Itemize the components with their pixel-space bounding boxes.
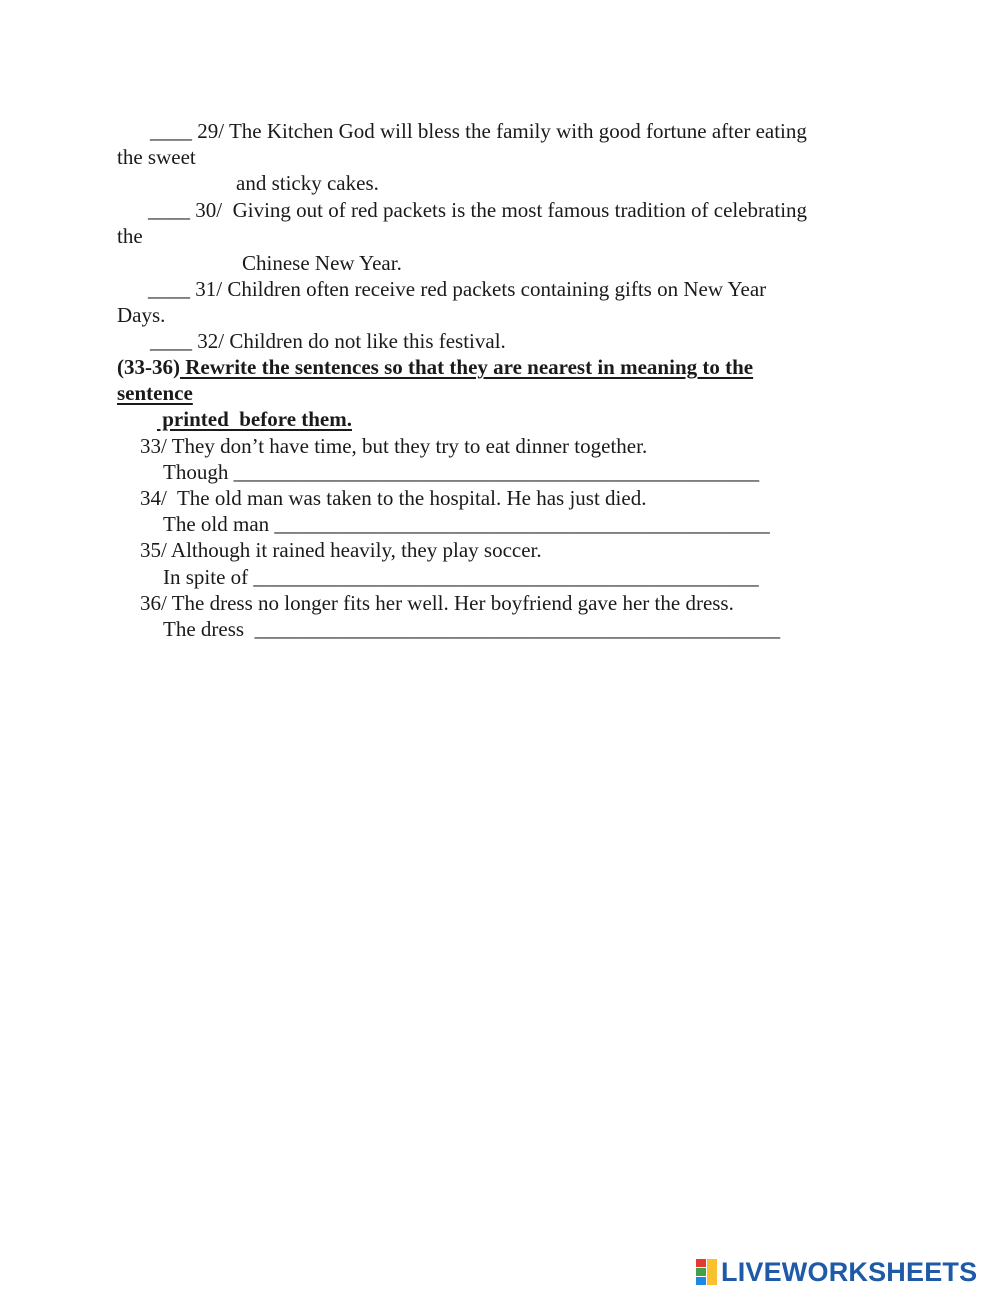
- q35-answer-blank[interactable]: __________________________________________________: [253, 565, 759, 589]
- section-title-part3: printed before them.: [157, 407, 352, 431]
- section-number: (33-36): [117, 355, 180, 379]
- liveworksheets-logo-icon: [696, 1259, 718, 1285]
- section-title-part2: sentence: [117, 381, 193, 405]
- q31-line2: Days.: [117, 303, 166, 327]
- liveworksheets-footer: [696, 1257, 977, 1287]
- q30-line3: Chinese New Year.: [242, 251, 402, 275]
- q36-prompt: 36/ The dress no longer fits her well. Her boyfriend gave her the dress.: [140, 591, 734, 615]
- q29-line3: and sticky cakes.: [236, 171, 379, 195]
- q29-line1: ____ 29/ The Kitchen God will bless the family with good fortune after eating: [150, 119, 807, 143]
- q34-answer-line: [163, 511, 769, 537]
- q36-answer-blank[interactable]: ____________________________________________________: [254, 617, 780, 641]
- q35-start: In spite of: [163, 565, 254, 589]
- section-heading-line1: [117, 354, 753, 380]
- q30-line1: ____ 30/ Giving out of red packets is the most famous tradition of celebrating: [148, 198, 808, 222]
- liveworksheets-brand: LIVEWORKSHEETS: [721, 1256, 978, 1287]
- q35-answer-line: [163, 564, 758, 590]
- q30-line2: the: [117, 224, 143, 248]
- q33-answer-blank[interactable]: ____________________________________________________: [233, 460, 759, 484]
- q31-line1: ____ 31/ Children often receive red packets containing gifts on New Year: [148, 277, 767, 301]
- section-title-part1: Rewrite the sentences so that they are nearest in meaning to the: [179, 355, 754, 379]
- q34-prompt: 34/ The old man was taken to the hospital. He has just died.: [140, 486, 647, 510]
- q33-answer-line: [163, 459, 759, 485]
- q33-start: Though: [163, 460, 234, 484]
- q35-prompt: 35/ Although it rained heavily, they play soccer.: [140, 538, 542, 562]
- q33-prompt: 33/ They don’t have time, but they try to eat dinner together.: [140, 434, 648, 458]
- q36-answer-line: [163, 616, 780, 642]
- q34-start: The old man: [163, 512, 275, 536]
- q29-line2: the sweet: [117, 145, 196, 169]
- q34-answer-blank[interactable]: _________________________________________________: [274, 512, 770, 536]
- q32-line1: ____ 32/ Children do not like this festival.: [150, 329, 506, 353]
- q36-start: The dress: [163, 617, 255, 641]
